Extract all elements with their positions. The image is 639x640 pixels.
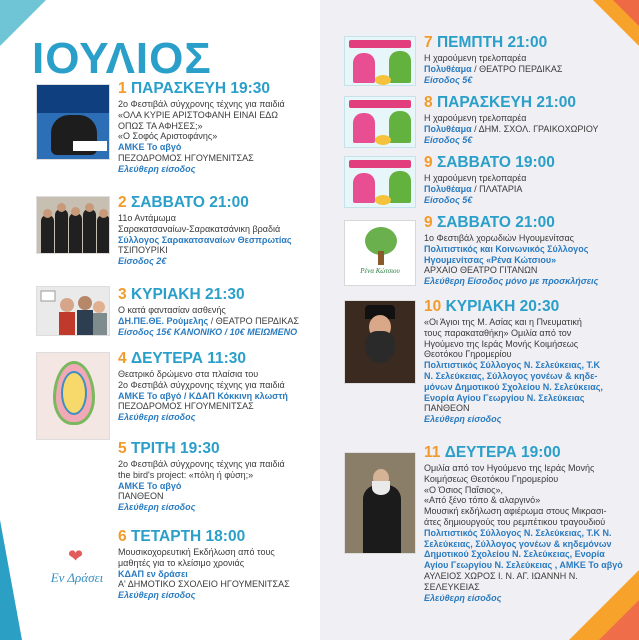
event-3-actors-photo: [36, 286, 110, 336]
event-11: 11 ΔΕΥΤΕΡΑ 19:00 Ομιλία από τον Ηγούμενο της Ιεράς Μονής Κοιμήσεως Θεοτόκου Γηρομερίου «Ο Όσιος Παΐσιος», «Από ξένο τόπο & αλαργινό» Μουσική εκδήλωση αφιέρωμα στους Μικρασι- άτες δημιουργούς του ρεμπέτικου τραγουδιού Πολιτιστικός Σύλλογος Ν. Σελεύκειας, Τ.Κ Ν. Σελεύκειας, Σύλλογος γονέων & κηδεμόνων Δημοτικού Σχολείου Ν. Σελεύκειας, Ενορία Αγίου Γεωργίου Ν. Σελεύκειας , ΑΜΚΕ Το αβγό ΑΥΛΕΙΟΣ ΧΩΡΟΣ Ι. Ν. ΑΓ. ΙΩΑΝΝΗ Ν. ΣΕΛΕΥΚΕΙΑΣ Ελεύθερη είσοδος: [424, 444, 623, 603]
event-3: 3 ΚΥΡΙΑΚΗ 21:30 Ο κατά φαντασίαν ασθενής ΔΗ.ΠΕ.ΘΕ. Ρούμελης / ΘΕΑΤΡΟ ΠΕΡΔΙΚΑΣ Είσοδος 15€ ΚΑΝΟΝΙΚΟ / 10€ ΜΕΙΩΜΕΝΟ: [118, 286, 299, 337]
corner-decoration-bottom-right-inner: [599, 600, 639, 640]
event-10: 10 ΚΥΡΙΑΚΗ 20:30 «Οι Άγιοι της Μ. Ασίας και η Πνευματική τους παρακαταθήκη» Ομιλία από τον Ηγούμενο της Ιεράς Μονής Κοιμήσεως Θεοτόκου Γηρομερίου Πολιτιστικός Σύλλογος Ν. Σελεύκειας, Τ.Κ Ν. Σελεύκειας, Σύλλογος γονέων & κηδε- μόνων Δημοτικού Σχολείου Ν. Σελεύκειας, Ενορία Αγίου Γεωργίου Ν. Σελεύκειας ΠΑΝΘΕΟΝ Ελεύθερη είσοδος: [424, 298, 603, 425]
event-1: 1 ΠΑΡΑΣΚΕΥΗ 19:30 2ο Φεστιβάλ σύγχρονης τέχνης για παιδιά «ΟΛΑ ΚΥΡΙΕ ΑΡΙΣΤΟΦΑΝΗ ΕΙΝΑΙ ΕΔΩ ΟΠΩΣ ΤΑ ΑΦΗΣΕΣ;» «Ο Σοφός Αριστοφάνης» ΑΜΚΕ Το αβγό ΠΕΖΟΔΡΟΜΟΣ ΗΓΟΥΜΕΝΙΤΣΑΣ Ελεύθερη είσοδος: [118, 80, 285, 174]
event-9b-tree-logo: Ρένα Κώτσιου: [344, 220, 416, 286]
event-4: 4 ΔΕΥΤΕΡΑ 11:30 Θεατρικό δρώμενο στα πλαίσια του 2ο Φεστιβάλ σύγχρονης τέχνης για παιδιά ΑΜΚΕ Το αβγό / ΚΔΑΠ Κόκκινη κλωστή ΠΕΖΟΔΡΟΜΟΣ ΗΓΟΥΜΕΝΙΤΣΑΣ Ελεύθερη είσοδος: [118, 350, 288, 423]
event-9-poster-image: [344, 156, 416, 208]
heart-icon: ❤: [68, 546, 84, 566]
event-10-priest-photo: [344, 300, 416, 384]
en-drasei-logo: ❤ Εν Δράσει: [50, 546, 104, 585]
event-2-group-photo: [36, 196, 110, 254]
corner-decoration-top-right-inner: [613, 0, 639, 26]
event-11-priest-photo: [344, 452, 416, 554]
corner-decoration-bottom-left: [0, 520, 22, 640]
event-7: 7 ΠΕΜΠΤΗ 21:00 Η χαρούμενη τρελοπαρέα Πολυθέαμα / ΘΕΑΤΡΟ ΠΕΡΔΙΚΑΣ Είσοδος 5€: [424, 34, 563, 85]
event-9b: 9 ΣΑΒΒΑΤΟ 21:00 1ο Φεστιβάλ χορωδιών Ηγουμενίτσας Πολιτιστικός και Κοινωνικός Σύλλογος Ηγουμενίτσας «Ρένα Κώτσιου» ΑΡΧΑΙΟ ΘΕΑΤΡΟ ΓΙΤΑΝΩΝ Ελεύθερη Είσοδος μόνο με προσκλήσεις: [424, 214, 599, 287]
event-2: 2 ΣΑΒΒΑΤΟ 21:00 11ο Αντάμωμα Σαρακατσαναίων-Σαρακατσάνικη βραδιά Σύλλογος Σαρακατσαναίων Θεσπρωτίας ΤΣΙΠΟΥΡΙΚΙ Είσοδος 2€: [118, 194, 292, 267]
month-title: ΙΟΥΛΙΟΣ: [32, 34, 212, 83]
event-6: 6 ΤΕΤΑΡΤΗ 18:00 Μουσικοχορευτική Εκδήλωση από τους μαθητές για το κλείσιμο χρονιάς ΚΔΑΠ εν δράσει Α' ΔΗΜΟΤΙΚΟ ΣΧΟΛΕΙΟ ΗΓΟΥΜΕΝΙΤΣΑΣ Ελεύθερη είσοδος: [118, 528, 290, 601]
event-4-egg-artwork: [36, 352, 110, 440]
event-9: 9 ΣΑΒΒΑΤΟ 19:00 Η χαρούμενη τρελοπαρέα Πολυθέαμα / ΠΛΑΤΑΡΙΑ Είσοδος 5€: [424, 154, 555, 205]
event-5: 5 ΤΡΙΤΗ 19:30 2ο Φεστιβάλ σύγχρονης τέχνης για παιδιά the bird's project: «πόλη ή φύση;» ΑΜΚΕ Το αβγό ΠΑΝΘΕΟΝ Ελεύθερη είσοδος: [118, 440, 285, 513]
event-8: 8 ΠΑΡΑΣΚΕΥΗ 21:00 Η χαρούμενη τρελοπαρέα Πολυθέαμα / ΔΗΜ. ΣΧΟΛ. ΓΡΑΙΚΟΧΩΡΙΟΥ Είσοδος 5€: [424, 94, 599, 145]
event-1-poster-image: [36, 84, 110, 160]
event-7-poster-image: [344, 36, 416, 86]
event-8-poster-image: [344, 96, 416, 148]
